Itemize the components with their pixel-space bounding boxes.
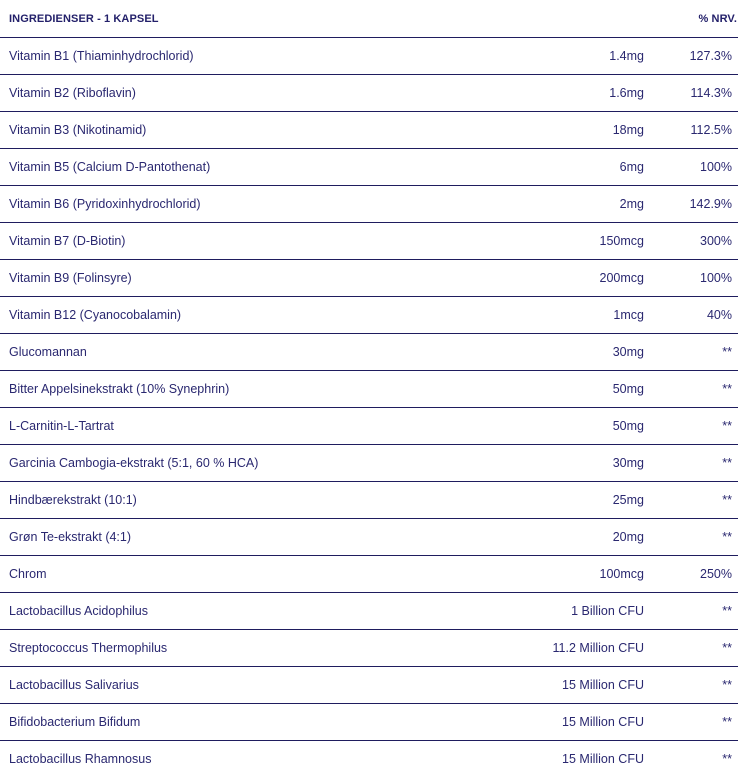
table-row — [0, 260, 738, 297]
table-row — [0, 408, 738, 445]
table-row — [0, 630, 738, 667]
table-row — [0, 556, 738, 593]
ingredient-name: Hindbærekstrakt (10:1) — [9, 493, 137, 507]
ingredient-name: Garcinia Cambogia-ekstrakt (5:1, 60 % HCA) — [9, 456, 259, 470]
ingredient-nrv: 142.9% — [689, 197, 732, 211]
ingredient-name: Vitamin B9 (Folinsyre) — [9, 271, 132, 285]
ingredient-name: Chrom — [9, 567, 47, 581]
ingredient-amount: 1.4mg — [609, 49, 644, 63]
ingredient-nrv: ** — [722, 641, 732, 655]
ingredient-amount: 25mg — [612, 493, 644, 507]
ingredient-nrv: ** — [722, 493, 732, 507]
ingredient-nrv: 112.5% — [690, 123, 732, 137]
table-row — [0, 741, 738, 777]
ingredients-header-label: INGREDIENSER - 1 KAPSEL — [9, 12, 159, 25]
ingredient-nrv: ** — [722, 604, 732, 618]
ingredient-nrv: ** — [722, 752, 732, 766]
ingredient-nrv: 114.3% — [690, 86, 732, 100]
ingredient-amount: 150mcg — [599, 234, 644, 248]
table-row — [0, 223, 738, 260]
table-row — [0, 38, 738, 75]
ingredient-name: Glucomannan — [9, 345, 87, 359]
table-row — [0, 75, 738, 112]
table-row — [0, 112, 738, 149]
ingredient-amount: 50mg — [612, 382, 644, 396]
ingredient-name: Vitamin B2 (Riboflavin) — [9, 86, 136, 100]
table-row — [0, 297, 738, 334]
ingredient-amount: 100mcg — [599, 567, 644, 581]
ingredient-name: L-Carnitin-L-Tartrat — [9, 419, 114, 433]
ingredient-nrv: ** — [722, 419, 732, 433]
ingredient-amount: 11.2 Million CFU — [552, 641, 644, 655]
table-row — [0, 334, 738, 371]
ingredient-amount: 1mcg — [613, 308, 644, 322]
ingredient-name: Bitter Appelsinekstrakt (10% Synephrin) — [9, 382, 230, 396]
ingredient-nrv: ** — [722, 715, 732, 729]
ingredient-amount: 15 Million CFU — [562, 715, 644, 729]
ingredient-name: Vitamin B1 (Thiaminhydrochlorid) — [9, 49, 194, 63]
ingredient-nrv: 127.3% — [689, 49, 732, 63]
ingredient-nrv: 100% — [700, 160, 732, 174]
ingredient-nrv: 300% — [700, 234, 732, 248]
ingredient-name: Lactobacillus Rhamnosus — [9, 752, 152, 766]
ingredient-name: Lactobacillus Salivarius — [9, 678, 139, 692]
ingredient-amount: 6mg — [619, 160, 644, 174]
ingredient-amount: 30mg — [612, 345, 644, 359]
ingredient-name: Grøn Te-ekstrakt (4:1) — [9, 530, 132, 544]
ingredient-name: Vitamin B3 (Nikotinamid) — [9, 123, 147, 137]
nrv-header-label: % NRV. — [698, 12, 737, 25]
ingredient-nrv: 250% — [700, 567, 732, 581]
ingredient-amount: 1 Billion CFU — [571, 604, 644, 618]
ingredient-amount: 20mg — [612, 530, 644, 544]
ingredient-nrv: ** — [722, 678, 732, 692]
table-row — [0, 371, 738, 408]
ingredient-amount: 30mg — [612, 456, 644, 470]
ingredient-name: Vitamin B12 (Cyanocobalamin) — [9, 308, 182, 322]
ingredient-name: Lactobacillus Acidophilus — [9, 604, 148, 618]
table-row — [0, 704, 738, 741]
ingredient-amount: 200mcg — [599, 271, 644, 285]
ingredient-name: Vitamin B5 (Calcium D-Pantothenat) — [9, 160, 211, 174]
ingredient-amount: 15 Million CFU — [562, 752, 644, 766]
ingredient-name: Streptococcus Thermophilus — [9, 641, 168, 655]
table-row — [0, 482, 738, 519]
ingredient-amount: 50mg — [612, 419, 644, 433]
ingredient-name: Bifidobacterium Bifidum — [9, 715, 141, 729]
table-row — [0, 149, 738, 186]
table-header — [0, 0, 738, 38]
ingredient-nrv: ** — [722, 382, 732, 396]
table-row — [0, 445, 738, 482]
table-row — [0, 593, 738, 630]
ingredient-nrv: ** — [722, 456, 732, 470]
ingredient-amount: 15 Million CFU — [562, 678, 644, 692]
ingredient-name: Vitamin B6 (Pyridoxinhydrochlorid) — [9, 197, 201, 211]
table-row — [0, 519, 738, 556]
ingredient-nrv: ** — [722, 530, 732, 544]
ingredient-nrv: 100% — [700, 271, 732, 285]
table-row — [0, 667, 738, 704]
ingredient-nrv: ** — [722, 345, 732, 359]
table-row — [0, 186, 738, 223]
ingredient-amount: 18mg — [612, 123, 644, 137]
ingredient-name: Vitamin B7 (D-Biotin) — [9, 234, 126, 248]
ingredient-amount: 2mg — [619, 197, 644, 211]
ingredient-amount: 1.6mg — [609, 86, 644, 100]
ingredient-nrv: 40% — [706, 308, 732, 322]
